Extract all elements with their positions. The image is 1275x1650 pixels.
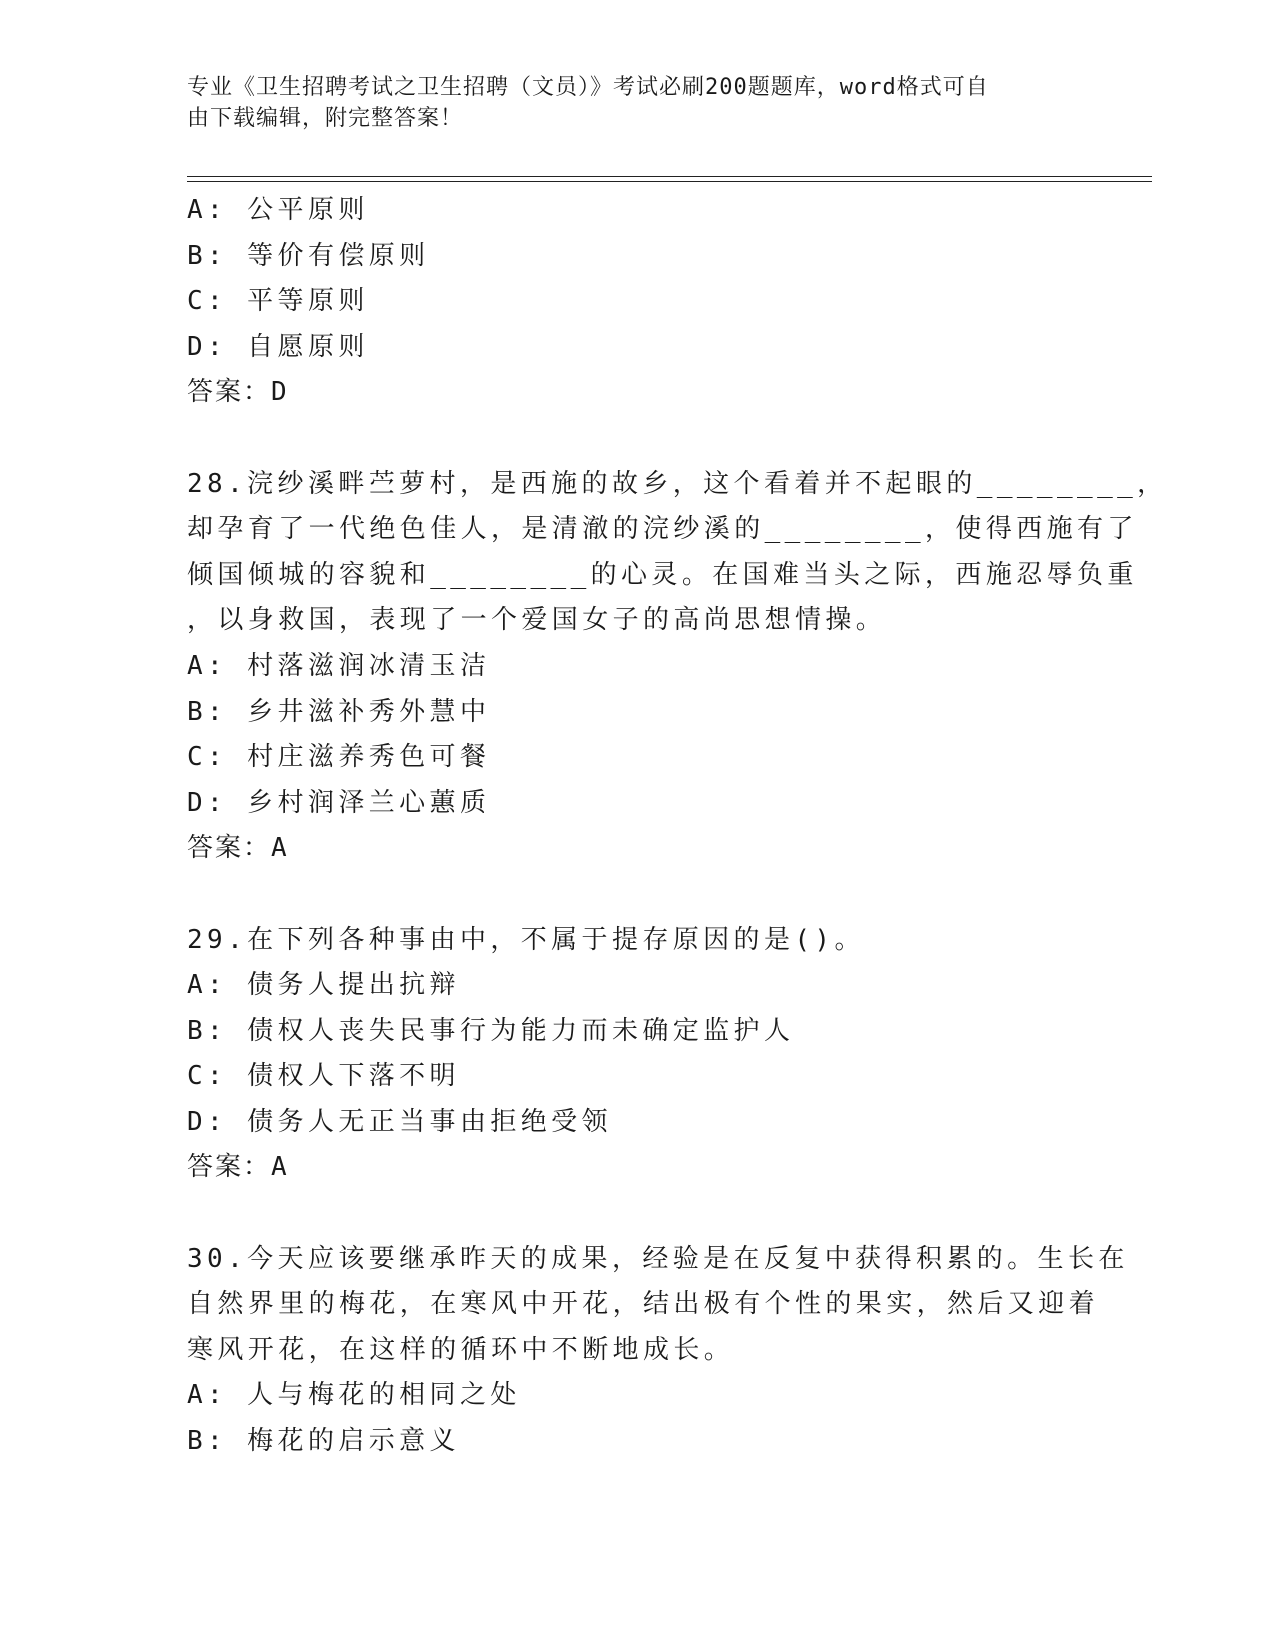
header-line-2: 由下载编辑，附完整答案！	[187, 106, 464, 131]
question-29	[187, 918, 1087, 1192]
option-b: B: 等价有偿原则	[187, 240, 430, 271]
question-28	[187, 462, 1168, 872]
question-text-line: 29.在下列各种事由中，不属于提存原因的是()。	[187, 924, 865, 955]
option-b: B: 乡井滋补秀外慧中	[187, 696, 491, 727]
spacer	[187, 416, 1087, 462]
question-text-line: 自然界里的梅花，在寒风中开花，结出极有个性的果实，然后又迎着	[187, 1289, 1100, 1320]
question-list	[187, 188, 1168, 1465]
document-header	[187, 72, 1087, 134]
question-text-line: 却孕育了一代绝色佳人，是清澈的浣纱溪的________，使得西施有了	[187, 514, 1138, 545]
option-c: C: 债权人下落不明	[187, 1061, 460, 1092]
answer: 答案：A	[187, 1152, 289, 1183]
question-text-line: ，以身救国，表现了一个爱国女子的高尚思想情操。	[187, 605, 887, 636]
spacer	[187, 1191, 1087, 1237]
question-text-line: 寒风开花，在这样的循环中不断地成长。	[187, 1334, 735, 1365]
answer: 答案：A	[187, 833, 289, 864]
option-d: D: 自愿原则	[187, 331, 369, 362]
option-c: C: 平等原则	[187, 286, 369, 317]
question-text-line: 倾国倾城的容貌和________的心灵。在国难当头之际，西施忍辱负重	[187, 559, 1138, 590]
header-divider-bottom	[187, 181, 1152, 182]
option-a: A: 人与梅花的相同之处	[187, 1380, 521, 1411]
option-b: B: 债权人丧失民事行为能力而未确定监护人	[187, 1015, 795, 1046]
question-27	[187, 188, 1087, 416]
spacer	[187, 872, 1087, 918]
header-line-1: 专业《卫生招聘考试之卫生招聘（文员）》考试必刷200题题库，word格式可自	[187, 75, 989, 100]
header-divider-top	[187, 176, 1152, 177]
option-d: D: 乡村润泽兰心蕙质	[187, 787, 491, 818]
option-c: C: 村庄滋养秀色可餐	[187, 742, 491, 773]
question-30	[187, 1237, 1129, 1465]
option-a: A: 村落滋润冰清玉洁	[187, 650, 491, 681]
option-b: B: 梅花的启示意义	[187, 1426, 460, 1457]
option-a: A: 债务人提出抗辩	[187, 970, 460, 1001]
question-text-line: 30.今天应该要继承昨天的成果，经验是在反复中获得积累的。生长在	[187, 1243, 1129, 1274]
question-text-line: 28.浣纱溪畔苎萝村，是西施的故乡，这个看着并不起眼的________，	[187, 468, 1168, 499]
option-a: A: 公平原则	[187, 195, 369, 225]
answer: 答案：D	[187, 377, 289, 408]
option-d: D: 债务人无正当事由拒绝受领	[187, 1106, 612, 1137]
